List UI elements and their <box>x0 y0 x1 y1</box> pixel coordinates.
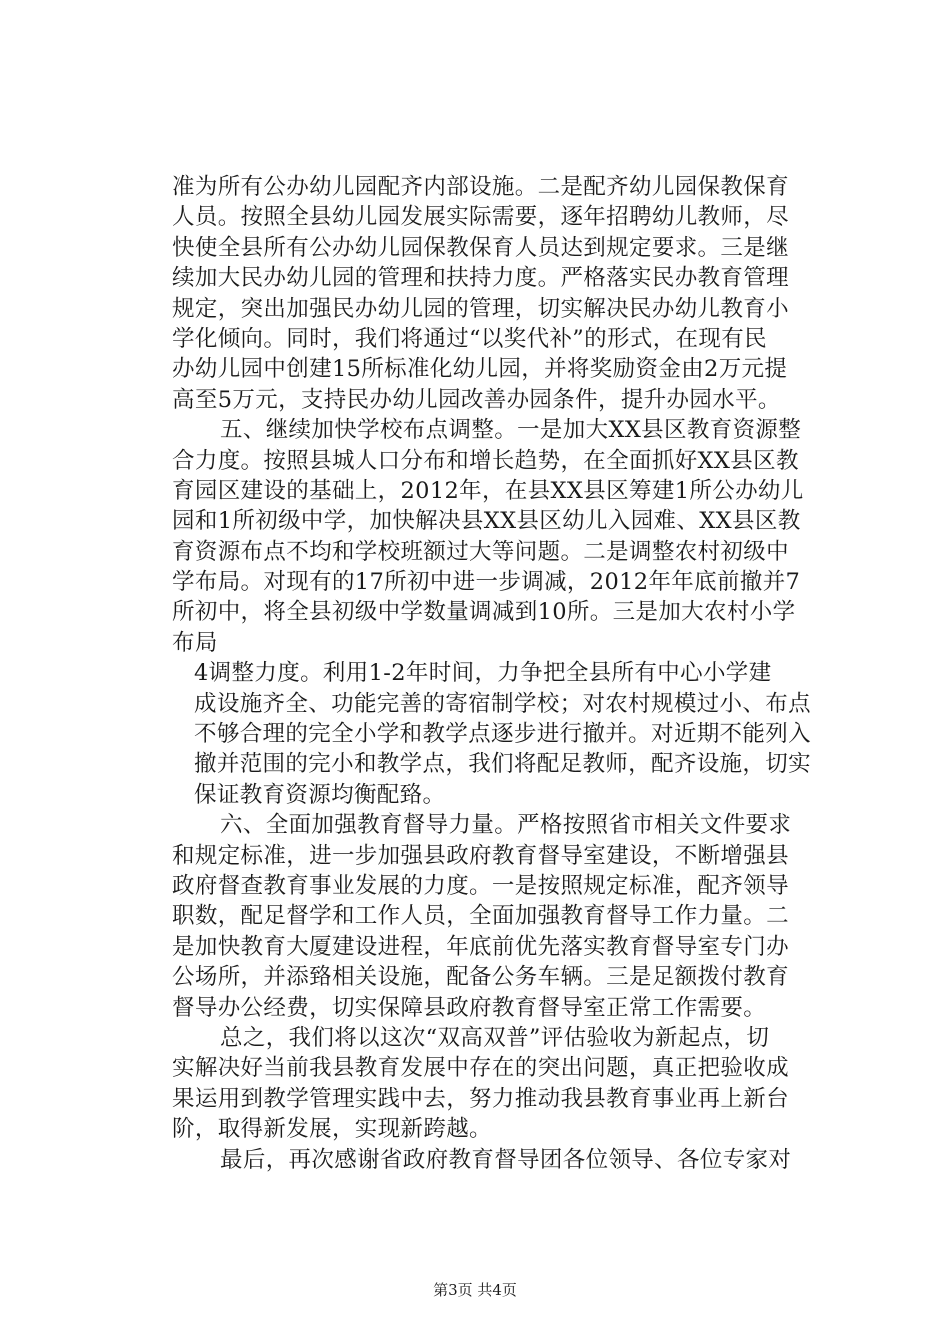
text-line: 学化倾向。同时，我们将通过“以奖代补”的形式，在现有民 <box>172 325 767 352</box>
text-line: 快使全县所有公办幼儿园保教保育人员达到规定要求。三是继 <box>172 234 789 261</box>
text-line: 是加快教育大厦建设进程，年底前优先落实教育督导室专门办 <box>172 933 789 960</box>
text-line: 续加大民办幼儿园的管理和扶持力度。严格落实民办教育管理 <box>172 265 789 292</box>
text-line: 实解决好当前我县教育发展中存在的突出问题，真正把验收成 <box>172 1055 789 1082</box>
text-line: 所初中，将全县初级中学数量调减到10所。三是加大农村小学 <box>172 599 796 626</box>
text-line: 最后，再次感谢省政府教育督导团各位领导、各位专家对 <box>220 1146 792 1173</box>
text-line: 园和1所初级中学，加快解决县XX县区幼儿入园难、XX县区教 <box>172 508 801 535</box>
text-line: 五、继续加快学校布点调整。一是加大XX县区教育资源整 <box>220 417 802 444</box>
text-line: 阶，取得新发展，实现新跨越。 <box>172 1116 492 1143</box>
text-line: 督导办公经费，切实保障县政府教育督导室正常工作需要。 <box>172 994 767 1021</box>
text-line: 果运用到教学管理实践中去，努力推动我县教育事业再上新台 <box>172 1085 789 1112</box>
text-line: 合力度。按照县城人口分布和增长趋势，在全面抓好XX县区教 <box>172 447 799 474</box>
text-line: 保证教育资源均衡配臵。 <box>194 781 446 808</box>
text-line: 公场所，并添臵相关设施，配备公务车辆。三是足额拨付教育 <box>172 964 789 991</box>
text-line: 总之，我们将以这次“双高双普”评估验收为新起点，切 <box>220 1024 770 1051</box>
text-line: 准为所有公办幼儿园配齐内部设施。二是配齐幼儿园保教保育 <box>172 174 789 200</box>
page-footer: 第3页 共4页 <box>433 1281 517 1299</box>
text-line: 政府督查教育事业发展的力度。一是按照规定标准，配齐领导 <box>172 872 789 899</box>
text-line: 规定，突出加强民办幼儿园的管理，切实解决民办幼儿教育小 <box>172 295 789 322</box>
text-line: 4调整力度。利用1-2年时间，力争把全县所有中心小学建 <box>194 660 772 687</box>
text-line: 和规定标准，进一步加强县政府教育督导室建设，不断增强县 <box>172 842 789 869</box>
text-line: 不够合理的完全小学和教学点逐步进行撤并。对近期不能列入 <box>194 721 811 748</box>
text-line: 成设施齐全、功能完善的寄宿制学校；对农村规模过小、布点 <box>194 690 811 717</box>
text-line: 布局 <box>172 629 218 656</box>
text-line: 学布局。对现有的17所初中进一步调减，2012年年底前撤并7 <box>172 569 801 596</box>
text-line: 撤并范围的完小和教学点，我们将配足教师，配齐设施，切实 <box>194 751 811 778</box>
text-line: 高至5万元，支持民办幼儿园改善办园条件，提升办园水平。 <box>172 386 781 413</box>
text-line: 人员。按照全县幼儿园发展实际需要，逐年招聘幼儿教师，尽 <box>172 204 789 231</box>
document-body <box>172 172 812 1175</box>
text-line: 育资源布点不均和学校班额过大等问题。二是调整农村初级中 <box>172 538 789 565</box>
text-line: 六、全面加强教育督导力量。严格按照省市相关文件要求 <box>220 812 792 839</box>
text-line: 职数，配足督学和工作人员，全面加强教育督导工作力量。二 <box>172 903 789 930</box>
text-line: 育园区建设的基础上，2012年，在县XX县区筹建1所公办幼儿 <box>172 477 804 504</box>
text-line: 办幼儿园中创建15所标准化幼儿园，并将奖励资金由2万元提 <box>172 356 788 383</box>
